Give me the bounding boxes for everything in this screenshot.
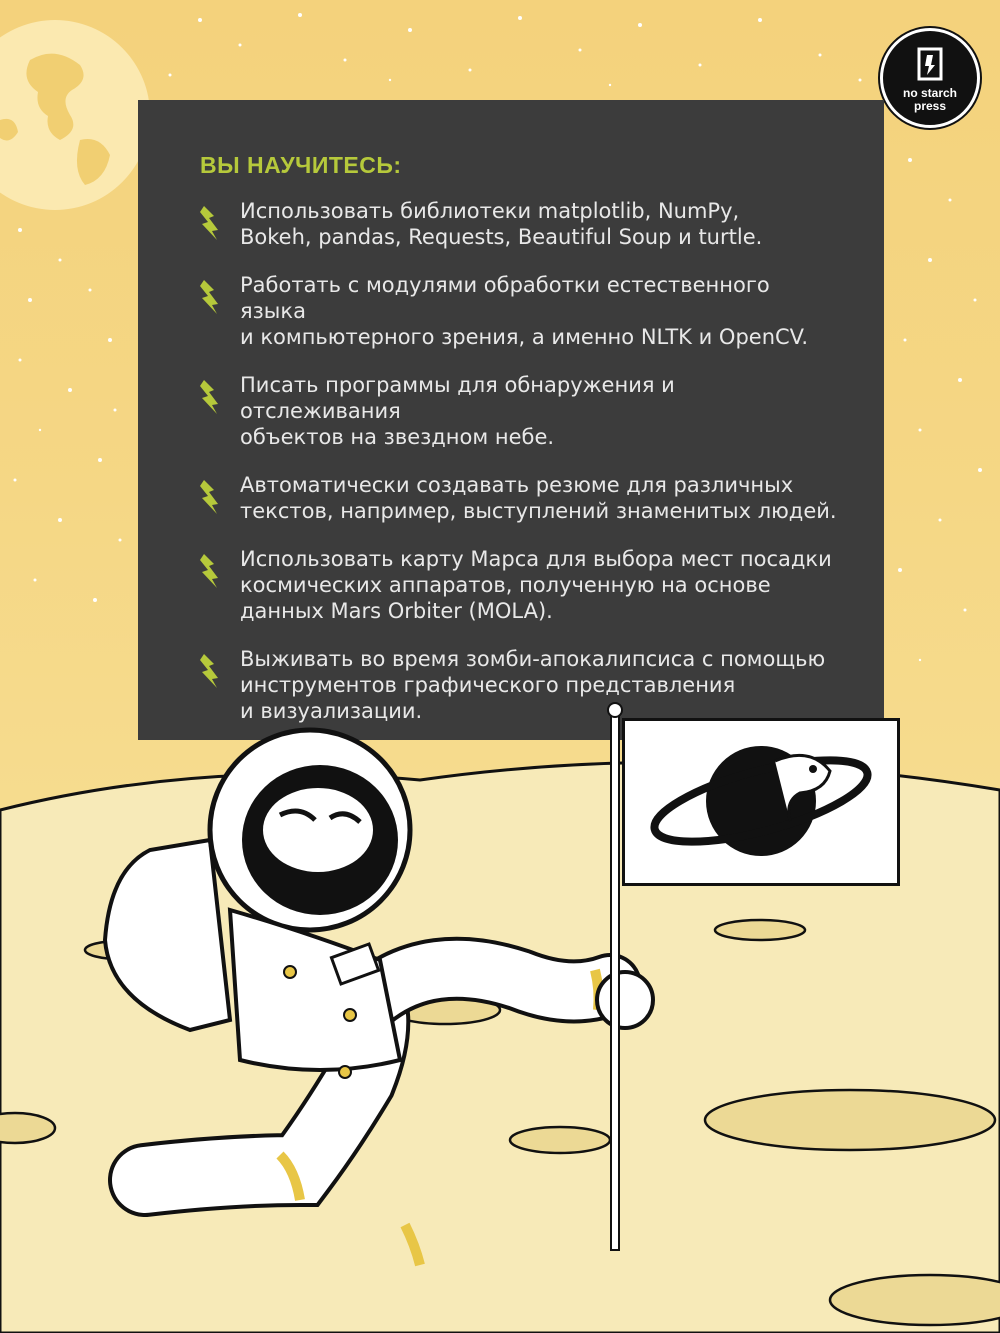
lightning-bolt-icon xyxy=(200,480,220,514)
list-item-text: Использовать библиотеки matplotlib, NumPy, Bokeh, pandas, Requests, Beautiful Soup и turtle. xyxy=(240,199,763,249)
logo-line-2: press xyxy=(913,99,947,113)
list-item xyxy=(200,272,840,350)
list-item-text: Автоматически создавать резюме для различных текстов, например, выступлений знаменитых людей. xyxy=(240,473,837,523)
section-title: ВЫ НАУЧИТЕСЬ: xyxy=(200,152,402,178)
lightning-bolt-icon xyxy=(200,206,220,240)
list-item-text: Выживать во время зомби-апокалипсиса с помощью инструментов графического представления и визуализации. xyxy=(240,647,826,723)
flag xyxy=(622,718,900,886)
lightning-bolt-icon xyxy=(200,654,220,688)
lightning-bolt-icon xyxy=(200,380,220,414)
list-item-text: Работать с модулями обработки естественного языка и компьютерного зрения, а именно NLTK и OpenCV. xyxy=(240,273,809,349)
list-item xyxy=(200,472,840,524)
list-item xyxy=(200,546,840,624)
list-item xyxy=(200,198,840,250)
logo-line-1: no starch xyxy=(902,86,957,100)
publisher-logo[interactable] xyxy=(880,28,980,128)
list-item xyxy=(200,372,840,450)
no-starch-press-logo-icon xyxy=(915,45,945,83)
lightning-bolt-icon xyxy=(200,554,220,588)
list-item-text: Использовать карту Марса для выбора мест посадки космических аппаратов, полученную на основе данных Mars Orbiter (MOLA). xyxy=(240,547,832,623)
learn-list xyxy=(200,198,840,724)
lightning-bolt-icon xyxy=(200,280,220,314)
list-item-text: Писать программы для обнаружения и отслеживания объектов на звездном небе. xyxy=(240,373,675,449)
python-planet-emblem-icon xyxy=(625,721,897,883)
